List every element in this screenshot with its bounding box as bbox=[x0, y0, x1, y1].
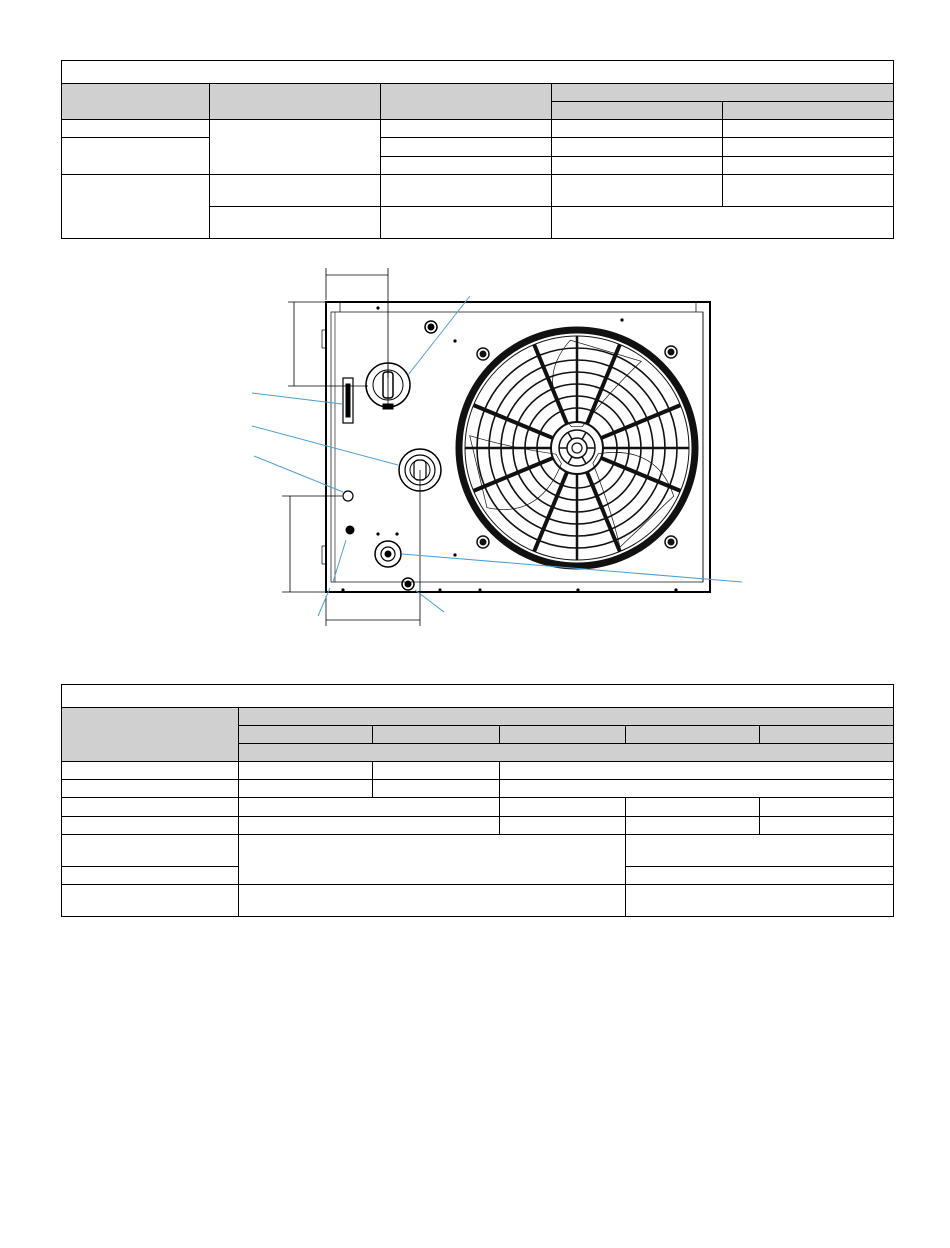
table-title bbox=[62, 61, 894, 84]
fan-mount-bolt-center bbox=[480, 351, 486, 357]
table-cell bbox=[381, 138, 552, 157]
table-cell bbox=[626, 835, 894, 867]
column-header bbox=[62, 84, 210, 120]
column-header bbox=[381, 84, 552, 120]
table-cell bbox=[381, 207, 552, 239]
table-cell bbox=[62, 835, 239, 867]
table-cell bbox=[239, 798, 500, 817]
table-cell bbox=[500, 798, 626, 817]
mounting-hole bbox=[453, 339, 456, 342]
mounting-hole bbox=[438, 588, 441, 591]
table-row bbox=[62, 138, 894, 157]
spec-table-bottom bbox=[61, 684, 894, 917]
column-group-header bbox=[239, 708, 894, 726]
column-note-header bbox=[239, 744, 894, 762]
mounting-hole bbox=[674, 588, 677, 591]
table-cell bbox=[552, 138, 723, 157]
fan-hub-rib bbox=[582, 432, 586, 439]
table-cell bbox=[760, 817, 894, 835]
table-cell bbox=[381, 157, 552, 175]
table-row bbox=[62, 835, 894, 867]
mounting-hole bbox=[376, 306, 379, 309]
mounting-hole bbox=[395, 532, 398, 535]
table-cell bbox=[62, 867, 239, 885]
table-cell bbox=[381, 175, 552, 207]
table-cell bbox=[626, 885, 894, 917]
table-cell bbox=[552, 207, 894, 239]
table-cell bbox=[723, 157, 894, 175]
table-cell bbox=[723, 120, 894, 138]
service-components bbox=[343, 321, 441, 590]
table-cell bbox=[62, 798, 239, 817]
fan-hub-rib bbox=[568, 457, 572, 464]
table-cell bbox=[239, 835, 626, 885]
spec-table-top bbox=[61, 60, 894, 239]
table-cell bbox=[239, 780, 373, 798]
fan-hub-rib bbox=[568, 432, 572, 439]
table-row bbox=[62, 120, 894, 138]
column-subheader bbox=[760, 726, 894, 744]
fan-hub-rib bbox=[582, 457, 586, 464]
fan-hub-inner bbox=[567, 438, 587, 458]
table-row bbox=[62, 817, 894, 835]
table-cell bbox=[552, 157, 723, 175]
table-cell bbox=[210, 175, 381, 207]
table-row bbox=[62, 175, 894, 207]
fan-grille bbox=[459, 330, 695, 566]
table-cell bbox=[239, 885, 626, 917]
table-row bbox=[62, 798, 894, 817]
table-cell bbox=[723, 175, 894, 207]
table-cell bbox=[552, 175, 723, 207]
fan-hub-center bbox=[572, 443, 582, 453]
table-cell bbox=[210, 120, 381, 175]
fan-mount-bolt-center bbox=[668, 539, 674, 545]
mounting-hole bbox=[478, 588, 481, 591]
column-subheader bbox=[723, 102, 894, 120]
mounting-hole bbox=[576, 588, 579, 591]
table-row bbox=[62, 885, 894, 917]
table-cell bbox=[500, 762, 894, 780]
table-cell bbox=[210, 207, 381, 239]
column-subheader bbox=[552, 102, 723, 120]
column-group-header bbox=[552, 84, 894, 102]
table-cell bbox=[626, 798, 760, 817]
table-cell bbox=[381, 120, 552, 138]
table-cell bbox=[552, 120, 723, 138]
table-cell bbox=[500, 817, 626, 835]
fan-mount-bolt-center bbox=[480, 539, 486, 545]
table-cell bbox=[500, 780, 894, 798]
mounting-hole bbox=[341, 588, 344, 591]
table-cell bbox=[62, 175, 210, 239]
table-cell bbox=[239, 762, 373, 780]
column-subheader bbox=[373, 726, 500, 744]
table-cell bbox=[760, 798, 894, 817]
table-cell bbox=[626, 817, 760, 835]
table-cell bbox=[626, 867, 894, 885]
table-cell bbox=[62, 138, 210, 175]
table-cell bbox=[373, 780, 500, 798]
table-cell bbox=[62, 780, 239, 798]
column-header bbox=[210, 84, 381, 120]
table-cell bbox=[62, 885, 239, 917]
column-subheader bbox=[239, 726, 373, 744]
column-header bbox=[62, 708, 239, 762]
table-row bbox=[62, 780, 894, 798]
table-cell bbox=[62, 817, 239, 835]
unit-rear-view-drawing bbox=[250, 262, 750, 632]
table-cell bbox=[62, 120, 210, 138]
table-cell bbox=[239, 817, 500, 835]
table-row bbox=[62, 762, 894, 780]
table-cell bbox=[723, 138, 894, 157]
mounting-hole bbox=[453, 553, 456, 556]
mounting-hole bbox=[376, 532, 379, 535]
mounting-hole bbox=[620, 318, 623, 321]
dimension-lines bbox=[282, 268, 420, 626]
table-cell bbox=[62, 762, 239, 780]
table-title bbox=[62, 685, 894, 708]
column-subheader bbox=[500, 726, 626, 744]
column-subheader bbox=[626, 726, 760, 744]
fan-mount-bolt-center bbox=[668, 349, 674, 355]
table-cell bbox=[373, 762, 500, 780]
